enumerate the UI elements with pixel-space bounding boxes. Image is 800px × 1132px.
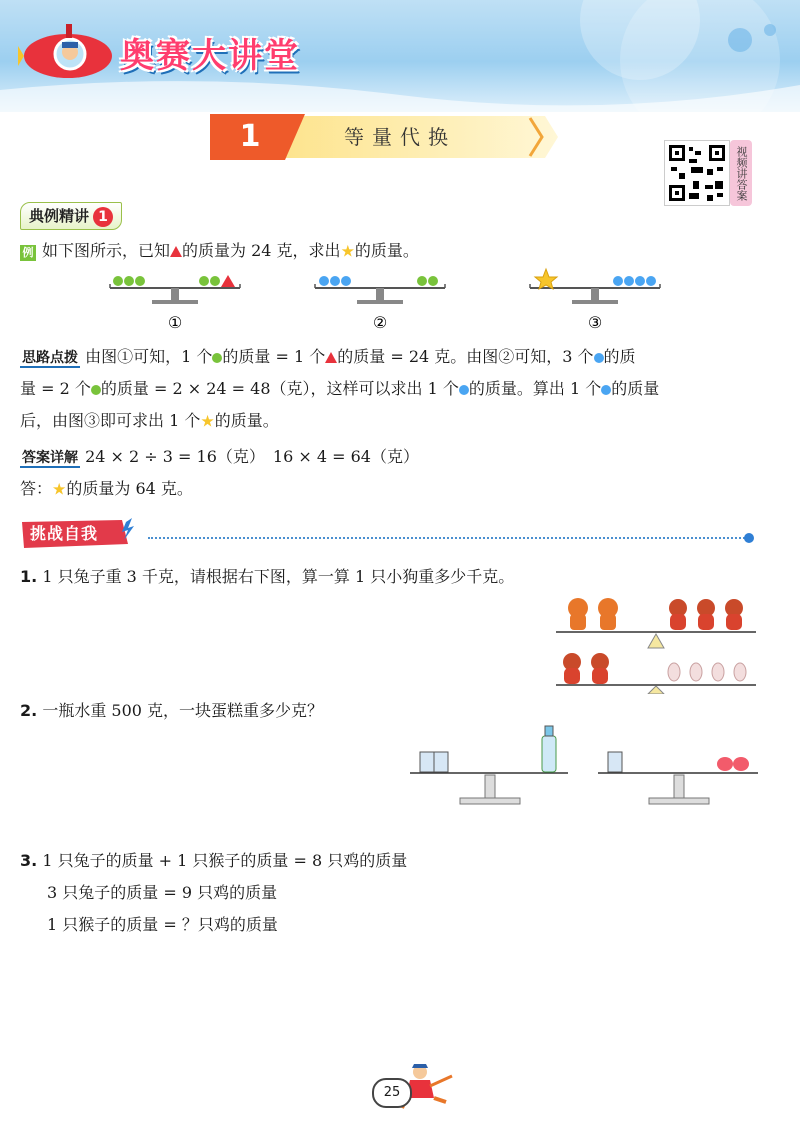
challenge-divider xyxy=(148,537,748,539)
scale-label-2: ② xyxy=(372,313,388,332)
thinking-line-3 xyxy=(20,410,279,433)
thinking-text: 的质量 = 24 克。由图②可知，3 个 xyxy=(337,347,594,366)
thinking-text: 的质量。 xyxy=(214,411,279,430)
q1-scale-bottom xyxy=(556,653,756,694)
qr-label: 视频讲答案 xyxy=(730,140,752,206)
q2-scales-figure xyxy=(408,718,768,808)
q2-scale-right xyxy=(598,752,758,804)
lesson-number: 1 xyxy=(239,119,261,154)
triangle-icon xyxy=(325,352,337,363)
star-icon: ★ xyxy=(340,241,355,261)
question-1 xyxy=(20,566,514,588)
question-2 xyxy=(20,700,323,722)
thinking-text: 后，由图③即可求出 1 个 xyxy=(20,411,201,430)
green-ball-icon xyxy=(91,385,101,395)
challenge-divider-dot xyxy=(744,533,754,543)
example-question xyxy=(20,240,419,263)
thinking-tag: 思路点拨 xyxy=(22,350,78,366)
q3-line-3: 1 只猴子的质量 = ？只鸡的质量 xyxy=(47,915,278,934)
star-icon: ★ xyxy=(52,479,67,499)
question-number: 3. xyxy=(20,851,38,870)
q3-line-2: 3 只兔子的质量 = 9 只鸡的质量 xyxy=(47,883,278,902)
question-text-a: 如下图所示，已知 xyxy=(42,241,171,260)
monkey-icon xyxy=(697,599,715,630)
monkey-icon xyxy=(669,599,687,630)
monkey-icon xyxy=(563,653,581,684)
triangle-icon xyxy=(170,246,182,257)
example-tag-number: 1 xyxy=(93,207,113,227)
blue-ball-icon xyxy=(459,385,469,395)
monkey-icon xyxy=(725,599,743,630)
page-header xyxy=(0,0,800,112)
scale-label-1: ① xyxy=(167,313,183,332)
q1-scales-figure xyxy=(556,592,756,694)
answer-line xyxy=(20,446,419,469)
answer-final-text: 的质量为 64 克。 xyxy=(66,479,193,498)
blue-ball-icon xyxy=(601,385,611,395)
scale-1 xyxy=(110,275,240,304)
answer-final xyxy=(20,478,193,501)
rabbit-icon xyxy=(734,663,746,681)
thinking-text: 的质量 = 2 × 24 = 48（克），这样可以求出 1 个 xyxy=(100,379,459,398)
answer-tag: 答案详解 xyxy=(22,450,78,466)
star-icon: ★ xyxy=(200,411,215,431)
example-scales-figure xyxy=(100,266,670,336)
blue-ball-icon xyxy=(594,353,604,363)
question-number: 2. xyxy=(20,701,38,720)
q1-scale-top xyxy=(556,598,756,648)
header-title: 奥赛大讲堂 xyxy=(120,36,300,76)
question-text-b: 的质量为 24 克，求出 xyxy=(182,241,341,260)
question-text: 1 只兔子重 3 千克，请根据右下图，算一算 1 只小狗重多少千克。 xyxy=(42,567,515,586)
rabbit-icon xyxy=(712,663,724,681)
answer-calc: 24 × 2 ÷ 3 = 16（克） 16 × 4 = 64（克） xyxy=(85,447,419,466)
question-number: 1. xyxy=(20,567,38,586)
thinking-line-1 xyxy=(20,346,636,369)
qr-code-icon[interactable] xyxy=(664,140,730,206)
example-tag-label: 典例精讲 xyxy=(29,207,90,225)
question-3 xyxy=(20,850,407,872)
q2-scale-left xyxy=(410,726,568,804)
rabbit-icon xyxy=(668,663,680,681)
example-badge: 例 xyxy=(20,245,36,261)
dog-icon xyxy=(568,598,588,630)
monkey-icon xyxy=(591,653,609,684)
thinking-text: 的质量 = 1 个 xyxy=(222,347,326,366)
page-number: 25 xyxy=(372,1078,412,1108)
thinking-text: 的质 xyxy=(603,347,636,366)
question-text: 1 只兔子的质量 + 1 只猴子的质量 = 8 只鸡的质量 xyxy=(42,851,408,870)
challenge-tag: 挑战自我 xyxy=(30,524,99,543)
thinking-text: 由图①可知，1 个 xyxy=(85,347,213,366)
answer-final-prefix: 答： xyxy=(20,479,53,498)
thinking-text: 的质量。算出 1 个 xyxy=(468,379,602,398)
scale-label-3: ③ xyxy=(587,313,603,332)
question-text: 一瓶水重 500 克，一块蛋糕重多少克？ xyxy=(42,701,324,720)
dog-icon xyxy=(598,598,618,630)
scale-2 xyxy=(315,276,445,304)
question-text-c: 的质量。 xyxy=(354,241,419,260)
lesson-title: 等量代换 xyxy=(344,125,456,149)
submarine-icon xyxy=(18,20,118,84)
rabbit-icon xyxy=(690,663,702,681)
example-tag xyxy=(20,202,122,230)
thinking-line-2 xyxy=(20,378,659,400)
green-ball-icon xyxy=(212,353,222,363)
thinking-text: 量 = 2 个 xyxy=(20,379,91,398)
scale-3 xyxy=(530,269,660,304)
thinking-text: 的质量 xyxy=(611,379,660,398)
